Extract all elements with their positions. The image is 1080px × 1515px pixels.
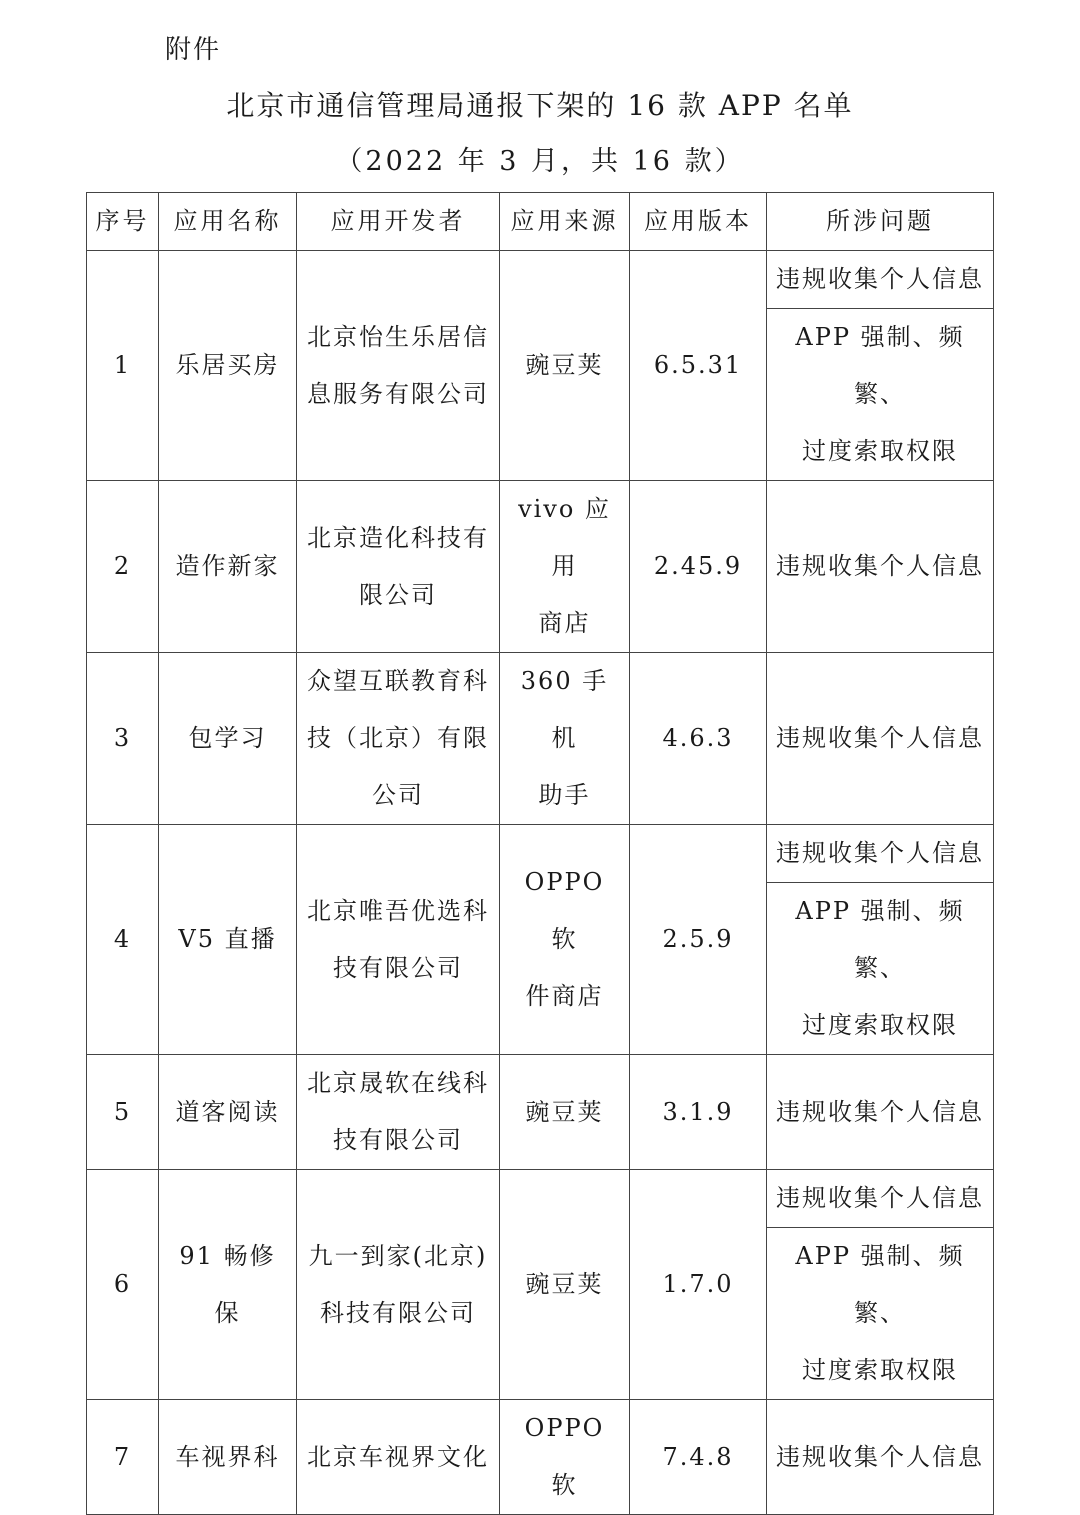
app-name: 道客阅读 [159,1055,297,1170]
app-source-line: 豌豆荚 [525,1097,604,1126]
issue-cell-line: APP 强制、频繁、 [795,1242,965,1327]
app-source-line: vivo 应用 [518,495,611,580]
header-app-name: 应用名称 [159,193,297,251]
issue-cell [767,251,994,309]
app-source [500,825,630,1055]
app-developer-line: 技有限公司 [333,953,463,982]
app-developer [297,1055,500,1170]
app-source-line: 件商店 [525,982,604,1010]
app-source-line: 豌豆荚 [525,351,604,379]
issue-cell-line: 违规收集个人信息 [776,265,984,293]
issue-cell-line: 违规收集个人信息 [776,1184,984,1212]
issue-cell [767,309,994,481]
header-source: 应用来源 [500,193,630,251]
app-developer [297,1400,500,1515]
app-developer [297,481,500,653]
app-name: 造作新家 [159,481,297,653]
issue-cell-line: 违规收集个人信息 [776,1097,984,1126]
issue-cell [767,1228,994,1400]
app-source [500,1400,630,1515]
row-number: 1 [87,251,159,481]
app-version: 6.5.31 [630,251,767,481]
table-header-row [87,193,994,251]
app-developer-line: 北京车视界文化 [307,1442,489,1471]
table-row [87,1170,994,1228]
app-source [500,1055,630,1170]
app-source [500,1170,630,1400]
issue-cell-line: 违规收集个人信息 [776,552,984,580]
header-issues: 所涉问题 [767,193,994,251]
app-source [500,251,630,481]
app-developer-line: 众望互联教育科 [307,667,489,695]
app-source-line: OPPO 软 [524,1414,605,1499]
app-name: 91 畅修保 [159,1170,297,1400]
app-name: 车视界科 [159,1400,297,1515]
app-developer [297,653,500,825]
app-name: V5 直播 [159,825,297,1055]
issue-cell [767,1170,994,1228]
app-version: 2.45.9 [630,481,767,653]
issue-cell-line: 过度索取权限 [802,1011,958,1039]
app-source [500,481,630,653]
issue-cell [767,653,994,825]
attachment-label: 附件 [165,35,222,65]
app-source-line: 360 手机 [520,667,609,752]
issue-cell-line: APP 强制、频繁、 [795,897,965,982]
row-number: 7 [87,1400,159,1515]
row-number: 3 [87,653,159,825]
app-version: 7.4.8 [630,1400,767,1515]
app-developer-line: 科技有限公司 [320,1298,476,1327]
app-version: 1.7.0 [630,1170,767,1400]
issue-cell [767,883,994,1055]
app-version: 4.6.3 [630,653,767,825]
issue-cell [767,825,994,883]
table-row [87,1055,994,1170]
header-no: 序号 [87,193,159,251]
issue-cell [767,1055,994,1170]
app-developer-line: 北京造化科技有 [307,523,489,552]
issue-cell-line: APP 强制、频繁、 [795,323,965,408]
app-source-line: 豌豆荚 [525,1270,604,1298]
issue-cell [767,481,994,653]
table-row [87,1400,994,1515]
row-number: 6 [87,1170,159,1400]
row-number: 4 [87,825,159,1055]
app-name: 乐居买房 [159,251,297,481]
app-developer [297,825,500,1055]
table-row [87,653,994,825]
app-version: 2.5.9 [630,825,767,1055]
app-version: 3.1.9 [630,1055,767,1170]
row-number: 2 [87,481,159,653]
app-developer-line: 息服务有限公司 [307,379,489,408]
app-source-line: 商店 [538,609,591,637]
app-developer-line: 北京唯吾优选科 [307,896,489,925]
issue-cell-line: 违规收集个人信息 [776,839,984,867]
app-developer-line: 九一到家(北京) [308,1241,488,1270]
issue-cell-line: 违规收集个人信息 [776,1442,984,1471]
app-source [500,653,630,825]
header-version: 应用版本 [630,193,767,251]
table-row [87,251,994,309]
document-title: 北京市通信管理局通报下架的 16 款 APP 名单 [226,89,854,122]
app-developer [297,1170,500,1400]
issue-cell-line: 过度索取权限 [802,1356,958,1384]
row-number: 5 [87,1055,159,1170]
app-source-line: OPPO 软 [524,868,605,953]
issue-cell-line: 违规收集个人信息 [776,724,984,752]
header-developer: 应用开发者 [297,193,500,251]
app-developer-line: 公司 [372,781,424,809]
app-list-table [86,192,994,1515]
issue-cell [767,1400,994,1515]
app-developer-line: 限公司 [359,580,437,609]
app-source-line: 助手 [538,781,591,809]
document-subtitle: （2022 年 3 月，共 16 款） [335,146,745,177]
issue-cell-line: 过度索取权限 [802,437,958,465]
app-developer [297,251,500,481]
app-developer-line: 技有限公司 [333,1126,463,1154]
app-developer-line: 北京怡生乐居信 [307,322,489,351]
table-body [87,251,994,1515]
app-developer-line: 北京晟软在线科 [307,1069,489,1097]
app-name: 包学习 [159,653,297,825]
table-row [87,481,994,653]
app-developer-line: 技（北京）有限 [307,724,489,752]
table-row [87,825,994,883]
